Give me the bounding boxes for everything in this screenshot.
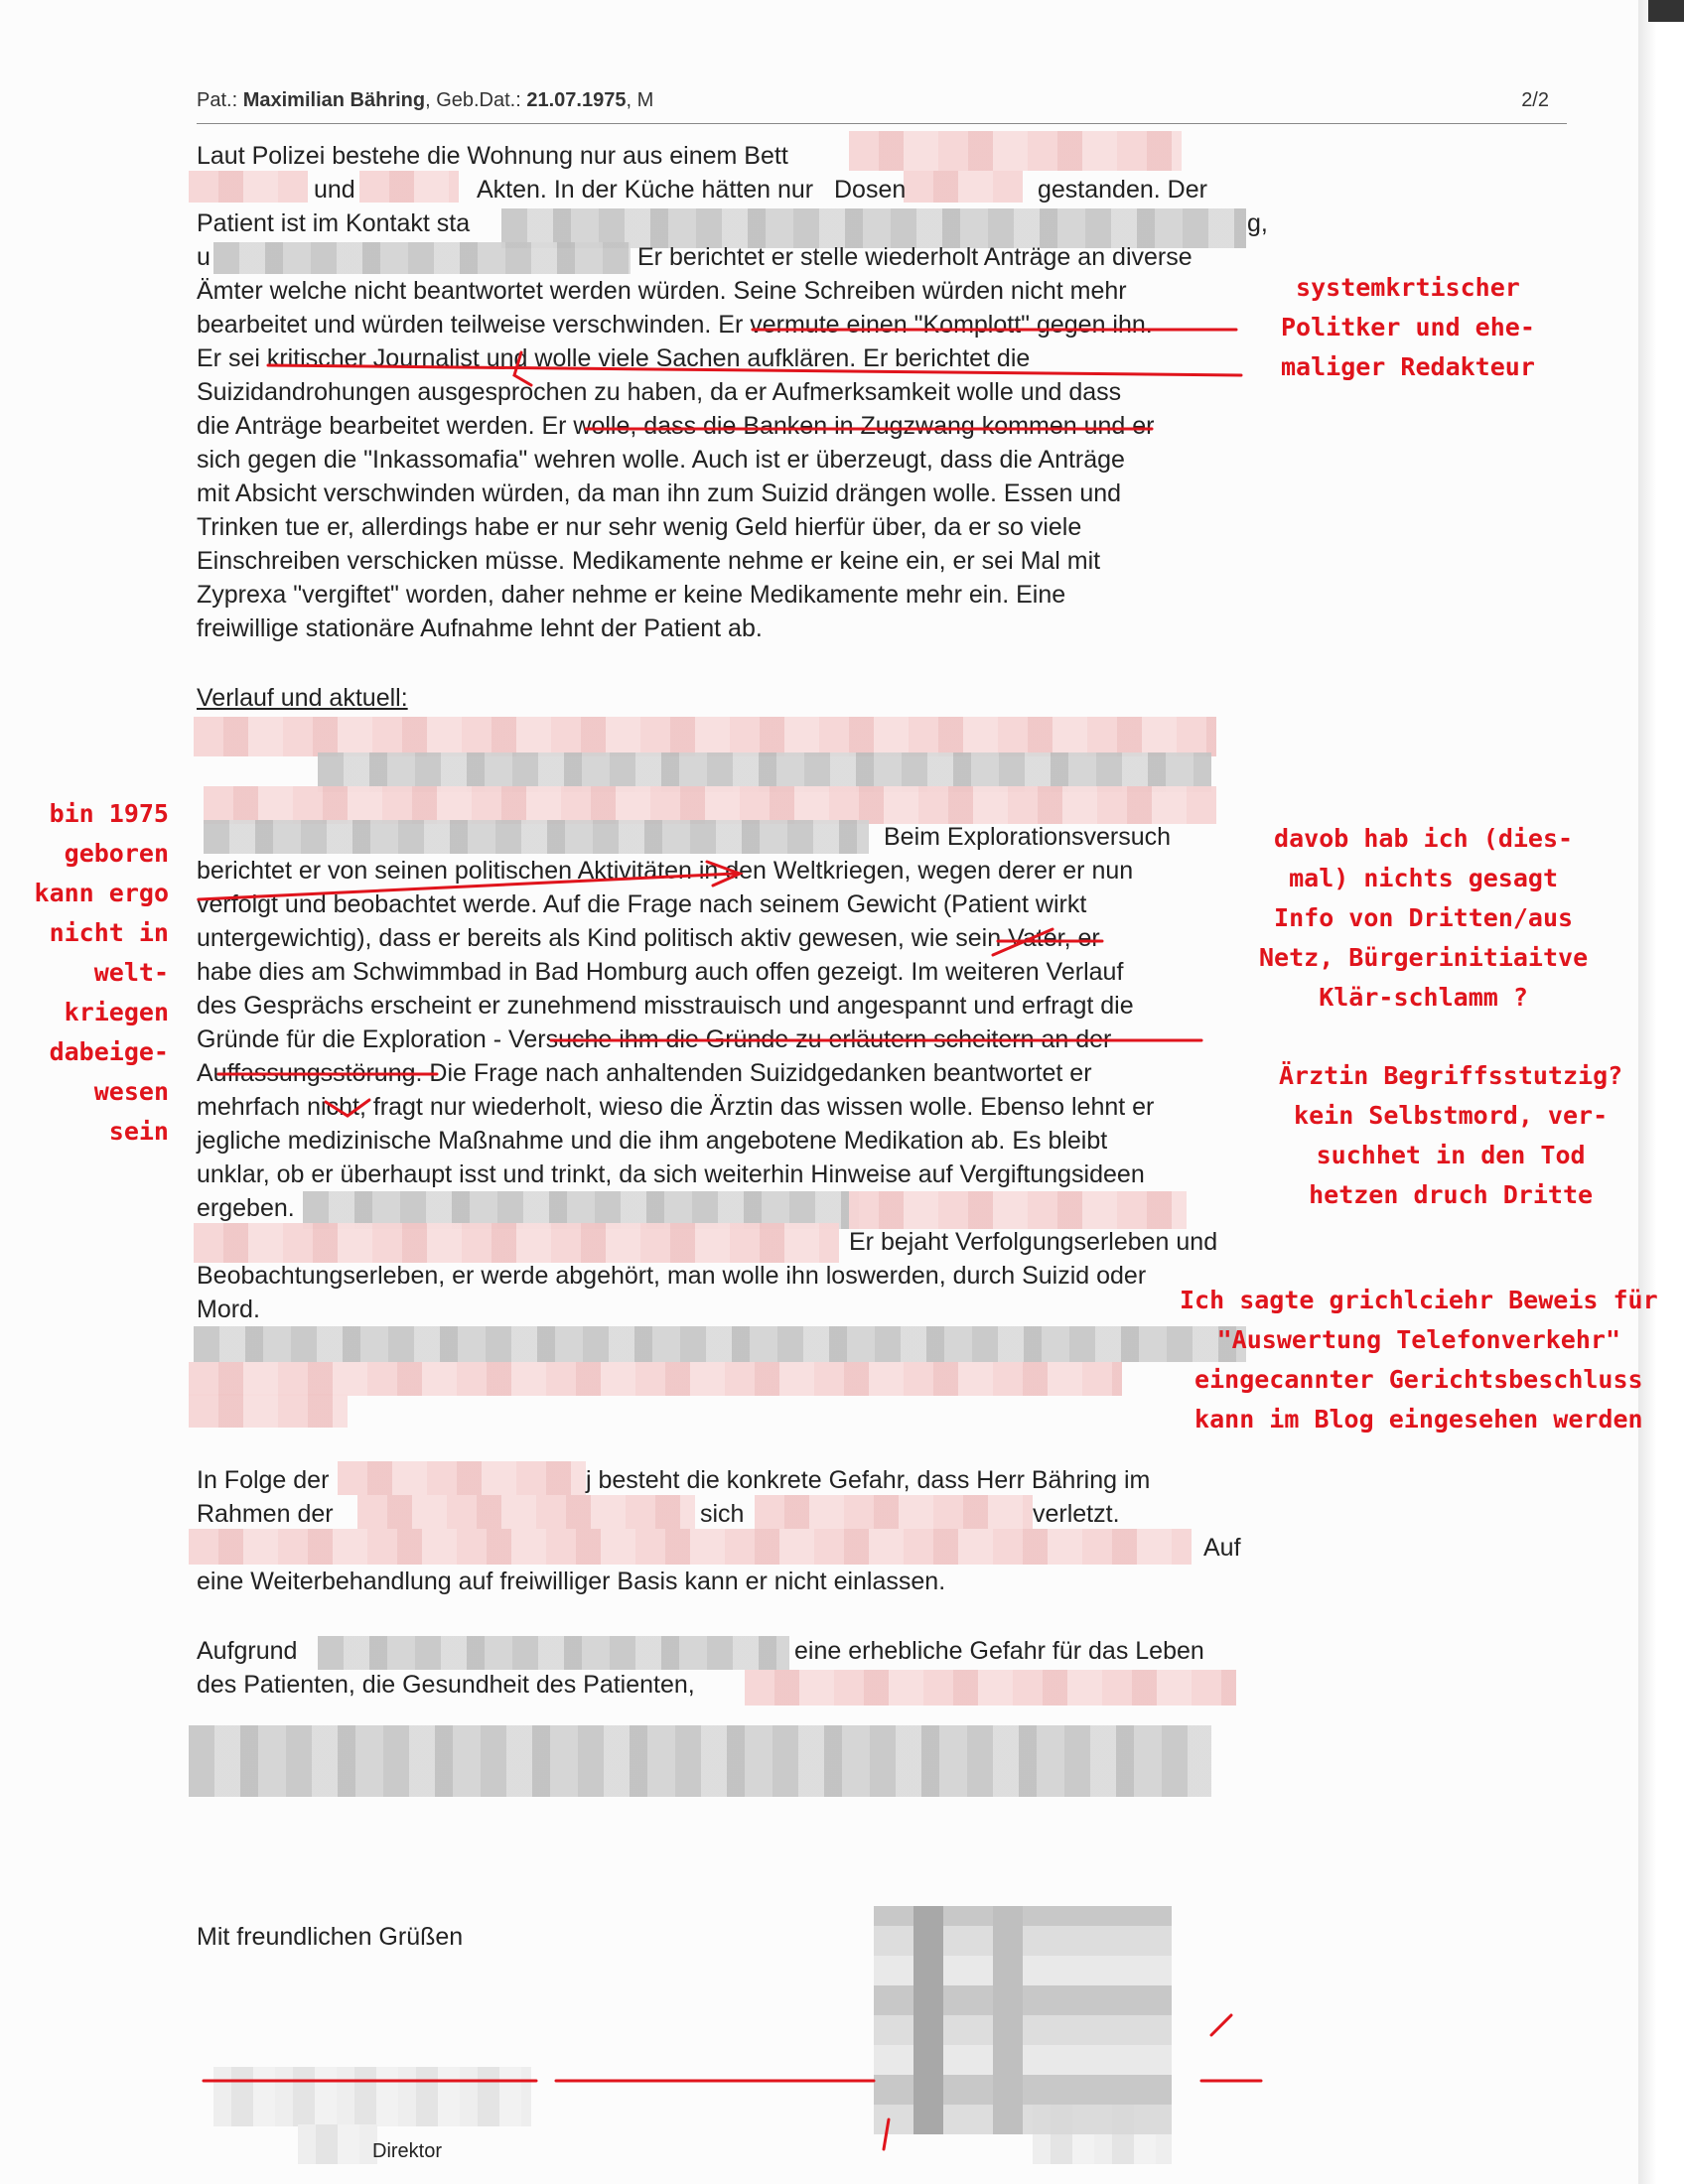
annotation-right-mid2: Ärztin Begriffsstutzig? kein Selbstmord, ver- suchhet in den Tod hetzen druch Dritte bbox=[1279, 1061, 1623, 1209]
signature-redaction bbox=[874, 1906, 1172, 2134]
body-line: Ämter welche nicht beantwortet werden würden. Seine Schreiben würden nicht mehr bbox=[197, 277, 1127, 305]
conclusion-line: eine Weiterbehandlung auf freiwilliger Basis kann er nicht einlassen. bbox=[197, 1568, 946, 1595]
page-number: 2/2 bbox=[1521, 89, 1549, 111]
redaction bbox=[755, 1495, 1033, 1529]
body-line: Akten. In der Küche hätten nur bbox=[477, 176, 814, 204]
sex: , M bbox=[626, 89, 654, 111]
body-line: Er berichtet er stelle wiederholt Anträge an diverse bbox=[637, 243, 1193, 271]
redaction bbox=[189, 1529, 1192, 1565]
redaction bbox=[204, 820, 869, 854]
redaction bbox=[194, 1326, 1246, 1362]
body-line: Dosen bbox=[834, 176, 907, 204]
verlauf-line: ergeben. bbox=[197, 1194, 295, 1222]
verlauf-line: verfolgt und beobachtet werde. Auf die Frage nach seinem Gewicht (Patient wirkt bbox=[197, 890, 1087, 918]
annotation-right-mid: davob hab ich (dies- mal) nichts gesagt Info von Dritten/aus Netz, Bürgerinitiaitve Klär-schlamm ? bbox=[1259, 824, 1589, 1012]
patient-header bbox=[197, 89, 1567, 112]
header-rule bbox=[197, 123, 1567, 124]
body-line: mit Absicht verschwinden würden, da man ihn zum Suizid drängen wolle. Essen und bbox=[197, 479, 1122, 507]
verlauf-line: Gründe für die Exploration - Versuche ihm die Gründe zu erläutern scheitern an der bbox=[197, 1025, 1112, 1053]
redaction bbox=[745, 1670, 1236, 1706]
redaction bbox=[189, 1725, 1211, 1797]
verlauf-line: des Gesprächs erscheint er zunehmend misstrauisch und angespannt und erfragt die bbox=[197, 992, 1134, 1020]
annotation-right-bottom: Ich sagte grichlciehr Beweis für "Auswertung Telefonverkehr" eingecannter Gerichtsbeschluss kann im Blog eingesehen werden bbox=[1180, 1286, 1658, 1433]
verlauf-line: Mord. bbox=[197, 1296, 260, 1323]
verlauf-line: berichtet er von seinen politischen Aktivitäten in den Weltkriegen, wegen derer er nun bbox=[197, 857, 1134, 885]
body-line: Patient ist im Kontakt sta bbox=[197, 209, 471, 237]
section-heading: Verlauf und aktuell: bbox=[197, 684, 408, 712]
body-line: Laut Polizei bestehe die Wohnung nur aus einem Bett bbox=[197, 142, 788, 170]
verlauf-line: Er bejaht Verfolgungserleben und bbox=[849, 1228, 1218, 1256]
redaction bbox=[298, 2124, 377, 2164]
body-line: gestanden. Der bbox=[1038, 176, 1207, 204]
scan-corner bbox=[1648, 0, 1684, 22]
patient-name: Maximilian Bähring bbox=[242, 89, 426, 111]
body-line: Trinken tue er, allerdings habe er nur sehr wenig Geld hierfür über, da er so viele bbox=[197, 513, 1082, 541]
conclusion-line: Aufgrund bbox=[197, 1637, 298, 1665]
redaction bbox=[213, 242, 631, 274]
verlauf-line: mehrfach nicht, fragt nur wiederholt, wieso die Ärztin das wissen wolle. Ebenso lehnt er bbox=[197, 1093, 1155, 1121]
verlauf-line: Beim Explorationsversuch bbox=[884, 823, 1172, 851]
conclusion-line: Auf bbox=[1203, 1534, 1241, 1562]
verlauf-line: Auffassungsstörung. Die Frage nach anhaltenden Suizidgedanken beantwortet er bbox=[197, 1059, 1092, 1087]
body-line: freiwillige stationäre Aufnahme lehnt der Patient ab. bbox=[197, 614, 763, 642]
verlauf-line: unklar, ob er überhaupt isst und trinkt, da sich weiterhin Hinweise auf Vergiftungsideen bbox=[197, 1160, 1145, 1188]
redaction bbox=[189, 1394, 348, 1428]
redaction bbox=[849, 131, 1182, 171]
redaction bbox=[357, 1495, 695, 1529]
redaction bbox=[194, 717, 1216, 756]
redaction bbox=[849, 1191, 1187, 1229]
redaction bbox=[213, 2067, 531, 2126]
body-line: Suizidandrohungen ausgesprochen zu haben, da er Aufmerksamkeit wolle und dass bbox=[197, 378, 1122, 406]
body-line: Einschreiben verschicken müsse. Medikamente nehme er keine ein, er sei Mal mit bbox=[197, 547, 1101, 575]
dob-label: , Geb.Dat.: bbox=[425, 89, 521, 111]
redaction bbox=[194, 1223, 839, 1263]
conclusion-line: Rahmen der bbox=[197, 1500, 334, 1528]
closing: Mit freundlichen Grüßen bbox=[197, 1923, 464, 1951]
annotation-right-top: systemkrtischer Politker und ehe- maliger Redakteur bbox=[1281, 273, 1535, 381]
conclusion-line: verletzt. bbox=[1033, 1500, 1120, 1528]
conclusion-line: In Folge der bbox=[197, 1466, 330, 1494]
redaction bbox=[904, 171, 1023, 203]
body-line: sich gegen die "Inkassomafia" wehren wolle. Auch ist er überzeugt, dass die Anträge bbox=[197, 446, 1125, 474]
conclusion-line: sich bbox=[700, 1500, 745, 1528]
body-line: und bbox=[314, 176, 355, 204]
annotation-left: bin 1975 geboren kann ergo nicht in welt- kriegen dabeige- wesen sein bbox=[34, 799, 169, 1146]
date-of-birth: 21.07.1975 bbox=[526, 89, 627, 111]
body-line: Er sei kritischer Journalist und wolle viele Sachen aufklären. Er berichtet die bbox=[197, 344, 1031, 372]
redaction bbox=[189, 1362, 1122, 1396]
conclusion-line: des Patienten, die Gesundheit des Patienten, bbox=[197, 1671, 695, 1699]
redaction bbox=[318, 1636, 789, 1670]
body-line: Zyprexa "vergiftet" worden, daher nehme er keine Medikamente mehr ein. Eine bbox=[197, 581, 1066, 609]
pat-label: Pat.: bbox=[197, 89, 238, 111]
redaction bbox=[338, 1461, 586, 1495]
body-line: bearbeitet und würden teilweise verschwinden. Er vermute einen "Komplott" gegen ihn. bbox=[197, 311, 1153, 339]
body-line: g, bbox=[1247, 209, 1268, 237]
body-line: die Anträge bearbeitet werden. Er wolle, dass die Banken in Zugzwang kommen und er bbox=[197, 412, 1155, 440]
verlauf-line: untergewichtig), dass er bereits als Kind politisch aktiv gewesen, wie sein Vater, er bbox=[197, 924, 1100, 952]
verlauf-line: habe dies am Schwimmbad in Bad Homburg auch offen gezeigt. Im weiteren Verlauf bbox=[197, 958, 1124, 986]
redaction bbox=[204, 786, 1216, 824]
conclusion-line: eine erhebliche Gefahr für das Leben bbox=[794, 1637, 1204, 1665]
redaction bbox=[189, 171, 308, 203]
signature-role: Direktor bbox=[372, 2140, 443, 2162]
conclusion-line: j besteht die konkrete Gefahr, dass Herr Bähring im bbox=[586, 1466, 1151, 1494]
verlauf-line: jegliche medizinische Maßnahme und die ihm angebotene Medikation ab. Es bleibt bbox=[197, 1127, 1108, 1155]
redaction bbox=[359, 171, 459, 203]
page-edge bbox=[1638, 0, 1684, 2184]
verlauf-line: Beobachtungserleben, er werde abgehört, man wolle ihn loswerden, durch Suizid oder bbox=[197, 1262, 1147, 1290]
